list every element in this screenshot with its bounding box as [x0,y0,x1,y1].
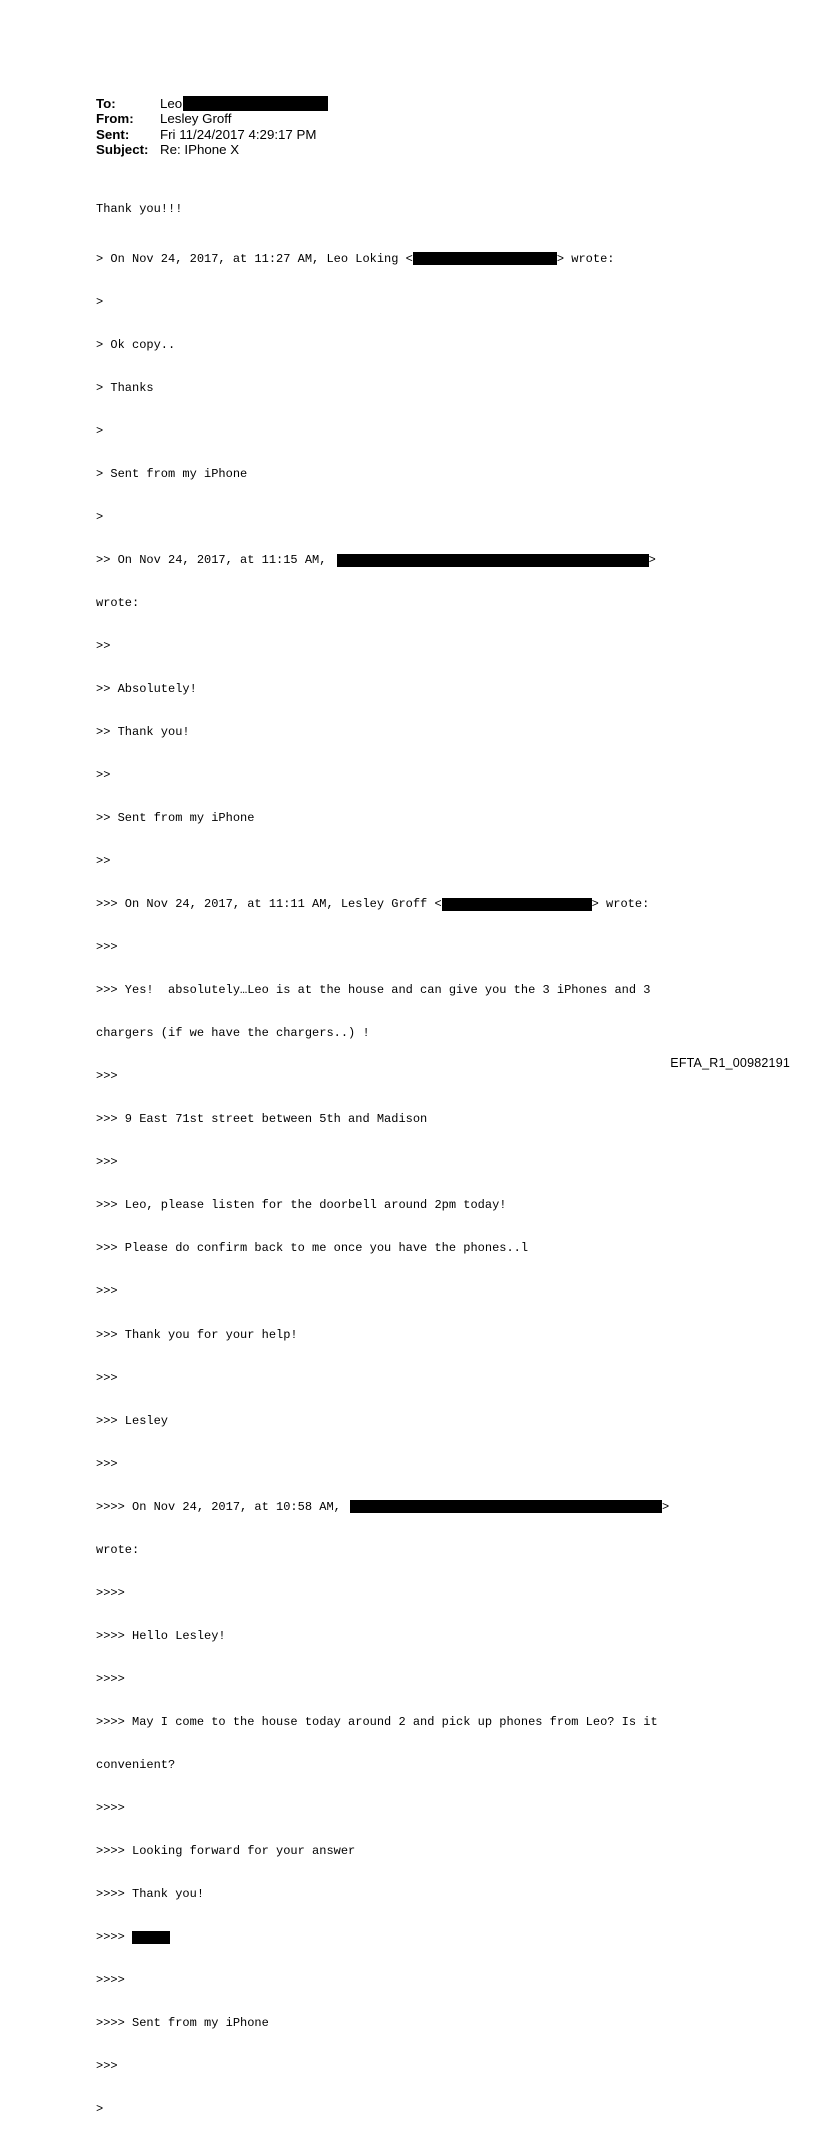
quoted-header-line [96,897,669,911]
quoted-header-text: > On Nov 24, 2017, at 11:27 AM, Leo Loking < [96,251,413,266]
quoted-header-line [96,553,669,567]
body-line: >>>> May I come to the house today around 2 and pick up phones from Leo? Is it [96,1714,658,1729]
signature-line [96,1930,669,1944]
to-name: Leo [160,96,183,111]
subject-value: Re: IPhone X [160,142,240,158]
body-line: Thank you!!! [96,201,183,216]
quoted-header-suffix: > wrote: [591,897,650,912]
body-line: convenient? [96,1757,176,1772]
subject-label: Subject: [96,142,149,158]
body-line: >> Sent from my iPhone [96,811,255,826]
redaction-bar [337,554,649,567]
redaction-bar [183,96,328,111]
from-value: Lesley Groff [160,111,232,127]
body-line: >> [96,854,111,869]
to-row [96,96,328,111]
body-line: >>>> Looking forward for your answer [96,1843,356,1858]
body-line: >>>> Thank you! [96,1886,205,1901]
body-line: >> Thank you! [96,725,190,740]
sent-value: Fri 11/24/2017 4:29:17 PM [160,126,317,142]
body-line: >>> [96,1284,118,1299]
body-line: > Sent from my iPhone [96,466,248,481]
body-line: >>> [96,1370,118,1385]
body-line: >>> [96,2059,118,2074]
body-line: >>>> [96,1585,125,1600]
body-line: >> Absolutely! [96,682,197,697]
body-line: > [96,2102,104,2117]
body-line: wrote: [96,1542,140,1557]
to-value [160,96,328,111]
body-line: >>>> Hello Lesley! [96,1628,226,1643]
body-line: >>>> [96,1800,125,1815]
body-line: chargers (if we have the chargers..) ! [96,1026,370,1041]
quoted-header-text: >>> On Nov 24, 2017, at 11:11 AM, Lesley Groff < [96,897,442,912]
quoted-header-text: >>>> On Nov 24, 2017, at 10:58 AM, [96,1499,349,1514]
email-header [96,96,328,158]
body-line: >>> Thank you for your help! [96,1327,298,1342]
body-line: > Ok copy.. [96,337,176,352]
quoted-header-suffix: > [648,552,656,567]
sent-row [96,127,328,142]
quoted-header-text: >> On Nov 24, 2017, at 11:15 AM, [96,552,334,567]
quoted-header-line [96,1500,669,1514]
body-line: >>> [96,1155,118,1170]
redaction-bar [442,898,592,911]
document-id: EFTA_R1_00982191 [670,1056,790,1070]
body-line: >> [96,768,111,783]
sent-label: Sent: [96,126,130,142]
signature-prefix: >>>> [96,1929,133,1944]
body-line: >>> [96,1456,118,1471]
subject-row [96,142,328,157]
body-line: >>> Please do confirm back to me once you have the phones..l [96,1241,529,1256]
body-line: >>> [96,1069,118,1084]
redaction-bar [413,252,557,265]
from-label: From: [96,111,134,127]
body-line: >>> [96,940,118,955]
body-line: > [96,509,104,524]
body-line: >>>> [96,1671,125,1686]
body-line: >>>> Sent from my iPhone [96,2016,269,2030]
body-line: > [96,294,104,309]
body-line: >>> Leo, please listen for the doorbell around 2pm today! [96,1198,507,1213]
quoted-header-suffix: > wrote: [556,251,615,266]
body-line: > [96,423,104,438]
body-line: >>>> [96,1972,125,1987]
body-line: >>> 9 East 71st street between 5th and Madison [96,1112,428,1127]
redaction-bar [132,1931,170,1944]
body-line: >>> Lesley [96,1413,169,1428]
body-line: > Thanks [96,380,154,395]
body-line: wrote: [96,595,140,610]
body-line: >> [96,639,111,653]
email-body [96,173,669,2131]
body-line: >>> Yes! absolutely…Leo is at the house and can give you the 3 iPhones and 3 [96,983,651,998]
quoted-header-line [96,252,669,266]
redaction-bar [350,1500,662,1513]
quoted-header-suffix: > [662,1499,670,1514]
from-row [96,111,328,126]
to-label: To: [96,96,116,111]
